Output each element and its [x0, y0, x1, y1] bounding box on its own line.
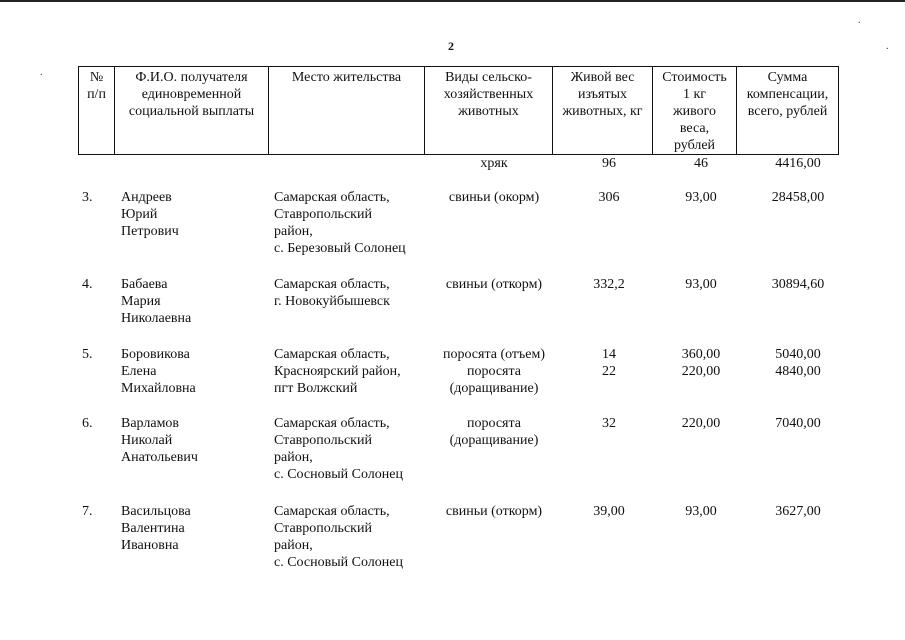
text-line: Стоимость	[662, 70, 727, 85]
text-line: с. Сосновый Солонец	[274, 467, 403, 482]
price-per-kg	[661, 189, 741, 206]
price-per-kg	[661, 346, 741, 380]
animal-kind	[430, 346, 558, 397]
header-price	[653, 67, 737, 155]
text-line: рублей	[673, 138, 716, 153]
header-kind	[425, 67, 553, 155]
text-line: №	[89, 70, 104, 85]
row-number: 6.	[82, 416, 93, 431]
text-line: Самарская область,	[274, 190, 390, 205]
price-per-kg	[661, 503, 741, 520]
text-line: 93,00	[685, 277, 717, 292]
text-line: Николаевна	[121, 311, 192, 326]
text-line: Михайловна	[121, 381, 196, 396]
row-number: 4.	[82, 277, 93, 292]
text-line: 14	[602, 347, 616, 362]
header-num	[79, 67, 115, 155]
text-line: Самарская область,	[274, 277, 390, 292]
recipient-name	[121, 276, 191, 327]
text-line: животных, кг	[562, 104, 643, 119]
scan-speck: .	[40, 67, 43, 78]
text-line: Петрович	[121, 224, 179, 239]
text-line: Боровикова	[121, 347, 190, 362]
recipient-name	[121, 346, 196, 397]
text-line: компенсации,	[746, 87, 829, 102]
text-line: 3627,00	[775, 504, 821, 519]
header-fio	[115, 67, 269, 155]
text-line: 22	[602, 364, 616, 379]
page-number: 2	[448, 39, 454, 53]
text-line: п/п	[87, 87, 106, 102]
row-number: 7.	[82, 504, 93, 519]
text-line: Юрий	[121, 207, 158, 222]
text-line: 30894,60	[771, 277, 825, 292]
animal-kind	[430, 189, 558, 206]
text-line: г. Новокуйбышевск	[274, 294, 390, 309]
text-line: район,	[274, 224, 313, 239]
compensation-sum	[746, 415, 850, 432]
live-weight	[561, 346, 657, 380]
text-line: Самарская область,	[274, 416, 390, 431]
text-line: изъятых	[578, 87, 627, 102]
carryover-kind: хряк	[480, 156, 508, 171]
text-line: (доращивание)	[449, 381, 539, 396]
compensation-sum	[746, 503, 850, 520]
header-sum	[737, 67, 839, 155]
carryover-sum: 4416,00	[775, 156, 821, 171]
live-weight	[561, 189, 657, 206]
text-line: Место жительства	[291, 70, 402, 85]
animal-kind	[430, 503, 558, 520]
text-line: 220,00	[681, 416, 721, 431]
residence	[274, 503, 403, 571]
live-weight	[561, 276, 657, 293]
text-line: Елена	[121, 364, 157, 379]
residence	[274, 415, 403, 483]
text-line: поросята	[467, 364, 521, 379]
text-line: свиньи (откорм)	[445, 277, 543, 292]
compensation-sum	[746, 276, 850, 293]
text-line: 332,2	[593, 277, 625, 292]
text-line: единовременной	[141, 87, 242, 102]
scan-speck: .	[886, 41, 889, 52]
text-line: Самарская область,	[274, 504, 390, 519]
text-line: поросята	[467, 416, 521, 431]
text-line: район,	[274, 450, 313, 465]
text-line: Ставропольский	[274, 433, 372, 448]
compensation-sum	[746, 346, 850, 380]
text-line: веса,	[679, 121, 710, 136]
text-line: 28458,00	[771, 190, 825, 205]
text-line: 93,00	[685, 190, 717, 205]
text-line: Николай	[121, 433, 173, 448]
scan-speck: .	[858, 15, 861, 26]
text-line: Ф.И.О. получателя	[135, 70, 248, 85]
text-line: Валентина	[121, 521, 185, 536]
residence	[274, 189, 406, 257]
text-line: 39,00	[593, 504, 625, 519]
row-number: 5.	[82, 347, 93, 362]
text-line: Васильцова	[121, 504, 191, 519]
text-line: свиньи (окорм)	[448, 190, 540, 205]
text-line: свиньи (откорм)	[445, 504, 543, 519]
text-line: 360,00	[681, 347, 721, 362]
text-line: социальной выплаты	[128, 104, 255, 119]
text-line: 7040,00	[775, 416, 821, 431]
text-line: Виды сельско-	[445, 70, 532, 85]
text-line: пгт Волжский	[274, 381, 358, 396]
text-line: 32	[602, 416, 616, 431]
text-line: хозяйственных	[443, 87, 534, 102]
text-line: 1 кг	[682, 87, 707, 102]
text-line: Андреев	[121, 190, 172, 205]
recipient-name	[121, 415, 198, 466]
text-line: всего, рублей	[747, 104, 828, 119]
compensation-sum	[746, 189, 850, 206]
text-line: с. Сосновый Солонец	[274, 555, 403, 570]
text-line: Самарская область,	[274, 347, 390, 362]
residence	[274, 276, 390, 310]
text-line: Сумма	[767, 70, 808, 85]
animal-kind	[430, 415, 558, 449]
residence	[274, 346, 401, 397]
text-line: Ставропольский	[274, 207, 372, 222]
recipient-name	[121, 189, 179, 240]
text-line: Ставропольский	[274, 521, 372, 536]
text-line: 4840,00	[775, 364, 821, 379]
price-per-kg	[661, 415, 741, 432]
carryover-price: 46	[694, 156, 708, 171]
top-rule	[0, 0, 905, 2]
text-line: 220,00	[681, 364, 721, 379]
text-line: с. Березовый Солонец	[274, 241, 406, 256]
animal-kind	[430, 276, 558, 293]
text-line: 306	[598, 190, 620, 205]
text-line: поросята (отъем)	[442, 347, 546, 362]
carryover-weight: 96	[602, 156, 616, 171]
text-line: Варламов	[121, 416, 180, 431]
live-weight	[561, 415, 657, 432]
recipient-name	[121, 503, 191, 554]
text-line: Анатольевич	[121, 450, 198, 465]
text-line: 5040,00	[775, 347, 821, 362]
text-line: Красноярский район,	[274, 364, 401, 379]
text-line: Ивановна	[121, 538, 179, 553]
price-per-kg	[661, 276, 741, 293]
text-line: живого	[672, 104, 717, 119]
header-row	[79, 67, 839, 155]
text-line: (доращивание)	[449, 433, 539, 448]
row-number: 3.	[82, 190, 93, 205]
header-place	[269, 67, 425, 155]
header-weight	[553, 67, 653, 155]
live-weight	[561, 503, 657, 520]
text-line: район,	[274, 538, 313, 553]
text-line: животных	[458, 104, 519, 119]
text-line: Мария	[121, 294, 161, 309]
compensation-table-header	[78, 66, 839, 155]
text-line: Бабаева	[121, 277, 168, 292]
text-line: Живой вес	[570, 70, 635, 85]
text-line: 93,00	[685, 504, 717, 519]
